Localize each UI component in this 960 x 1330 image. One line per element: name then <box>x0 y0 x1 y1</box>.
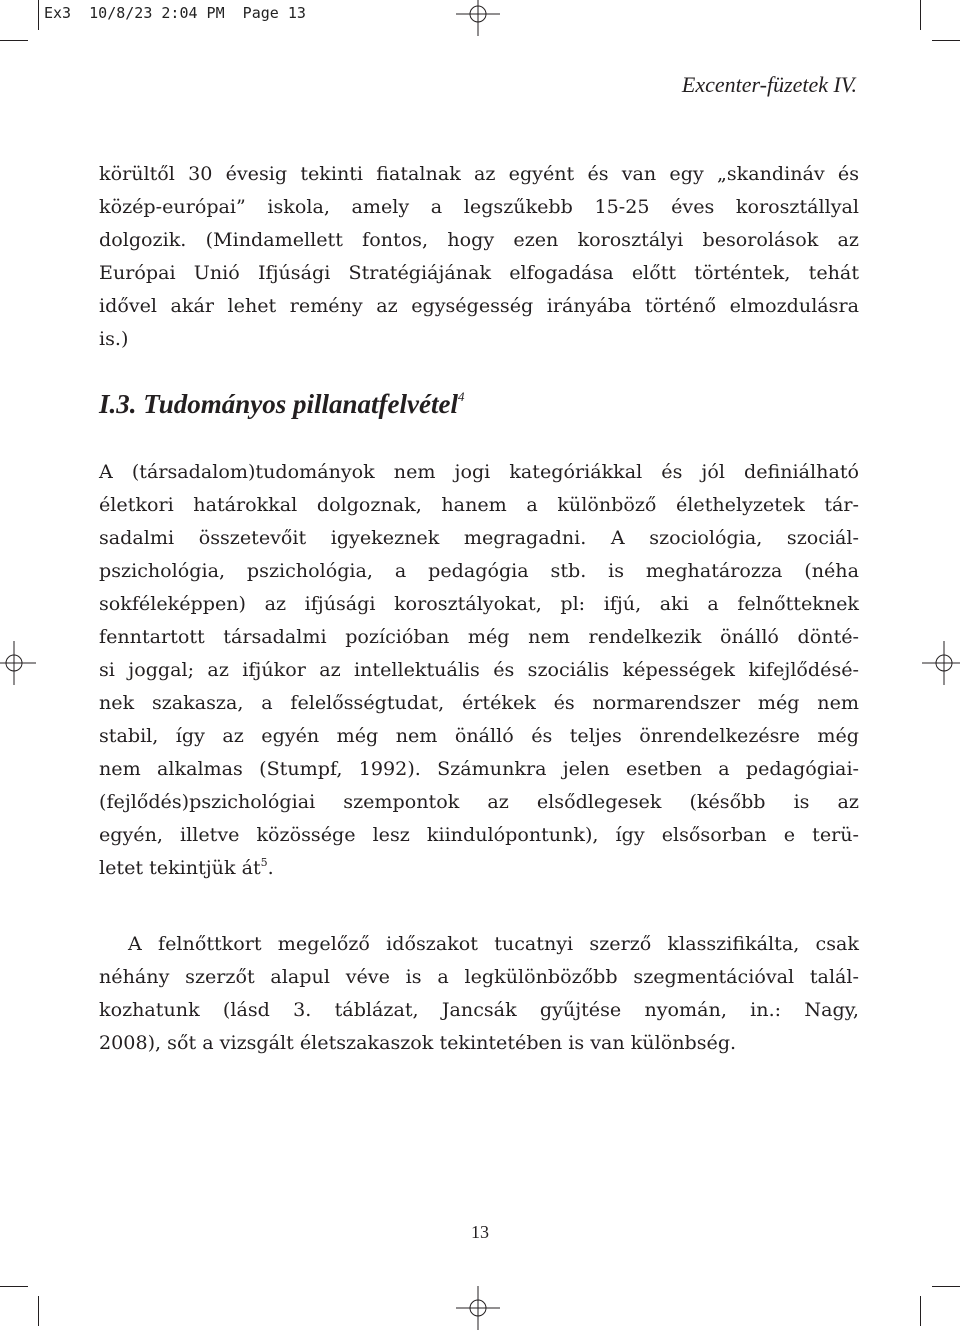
text-line: sadalmi összetevőit igyekeznek megragadni. A szociológia, szociál- <box>99 526 859 549</box>
footnote-ref: 4 <box>457 389 465 404</box>
text-line: stabil, így az egyén még nem önálló és teljes önrendelkezésre még <box>99 724 859 747</box>
text-line: idővel akár lehet remény az egységesség irányába történő elmozdulásra <box>99 294 859 317</box>
text-line: kozhatunk (lásd 3. táblázat, Jancsák gyűjtése nyomán, in.: Nagy, <box>99 998 859 1021</box>
text-line: sokféleképpen) az ifjúsági korosztályokat, pl: ifjú, aki a felnőtteknek <box>99 592 859 615</box>
section-heading <box>99 389 464 420</box>
text-line: is.) <box>99 327 129 350</box>
crop-mark-top-right-h <box>932 40 960 41</box>
text-line: A (társadalom)tudományok nem jogi kategóriákkal és jól definiálható <box>99 460 859 483</box>
page-number: 13 <box>471 1222 489 1242</box>
text-line: néhány szerzőt alapul véve is a legkülönbözőbb szegmentációval talál- <box>99 965 859 988</box>
crop-mark-top-left-h <box>0 40 28 41</box>
text-line: nem alkalmas (Stumpf, 1992). Számunkra jelen esetben a pedagógiai- <box>99 757 859 780</box>
text-line: körültől 30 évesig tekinti fiatalnak az egyént és van egy „skandináv és <box>99 162 859 185</box>
crop-mark-top-left-v <box>38 0 39 30</box>
text-line: életkori határokkal dolgoznak, hanem a különböző élethelyzetek tár- <box>99 493 859 516</box>
paragraph-1 <box>99 157 859 355</box>
text-line: közép-európai” iskola, amely a legszűkebb 15-25 éves korosztállyal <box>99 195 859 218</box>
print-slug: Ex3 10/8/23 2:04 PM Page 13 <box>44 4 306 22</box>
registration-mark-top-icon <box>456 0 500 36</box>
registration-mark-right-icon <box>922 641 960 685</box>
text-line: A felnőttkort megelőző időszakot tucatnyi szerző klasszifikálta, csak <box>128 932 859 955</box>
text-line: Európai Unió Ifjúsági Stratégiájának elfogadása előtt történtek, tehát <box>99 261 859 284</box>
registration-mark-bottom-icon <box>456 1286 500 1330</box>
paragraph-3 <box>99 927 859 1059</box>
text-line: egyén, illetve közössége lesz kiindulópontunk), így elsősorban e terü- <box>99 823 859 846</box>
text-line-last-end: . <box>267 856 274 879</box>
section-heading-text: I.3. Tudományos pillanatfelvétel <box>99 389 458 419</box>
crop-mark-bottom-left-h <box>0 1286 28 1287</box>
crop-mark-bottom-left-v <box>38 1296 39 1326</box>
text-line: nek szakasza, a felelősségtudat, értékek és normarendszer még nem <box>99 691 859 714</box>
running-header: Excenter-füzetek IV. <box>681 72 857 97</box>
crop-mark-bottom-right-h <box>932 1286 960 1287</box>
text-line: fenntartott társadalmi pozícióban még nem rendelkezik önálló dönté- <box>99 625 859 648</box>
text-line: pszichológia, pszichológia, a pedagógia stb. is meghatározza (néha <box>99 559 859 582</box>
registration-mark-left-icon <box>0 641 36 685</box>
text-line-last-body: letet tekintjük át <box>99 856 261 879</box>
text-line: 2008), sőt a vizsgált életszakaszok tekintetében is van különbség. <box>99 1031 737 1054</box>
crop-mark-top-right-v <box>920 0 921 30</box>
paragraph-2 <box>99 455 859 884</box>
crop-mark-bottom-right-v <box>920 1296 921 1326</box>
text-line-last <box>99 851 859 884</box>
text-line: (fejlődés)pszichológiai szempontok az elsődlegesek (később is az <box>99 790 859 813</box>
text-line: dolgozik. (Mindamellett fontos, hogy ezen korosztályi besorolások az <box>99 228 859 251</box>
footnote-ref: 5 <box>260 856 268 869</box>
text-line: si joggal; az ifjúkor az intellektuális és szociális képességek kifejlődésé- <box>99 658 859 681</box>
